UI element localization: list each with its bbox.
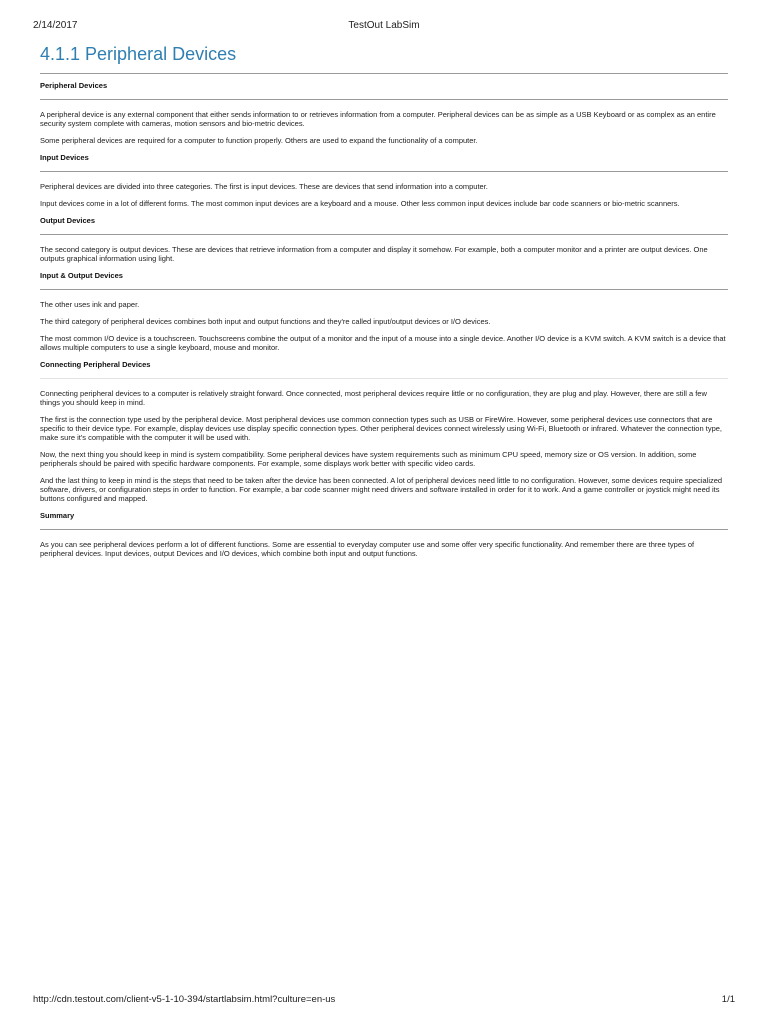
print-date: 2/14/2017 xyxy=(33,20,78,31)
section-heading: Output Devices xyxy=(40,216,96,225)
section-body xyxy=(40,100,728,145)
paragraph: Now, the next thing you should keep in mind is system compatibility. Some peripheral devices have system requirements such as minimum CPU speed, memory size or OS version. In addition, some peripherals should be paired with specific hardware components. For example, some displays work better with specific video cards. xyxy=(40,450,697,468)
section xyxy=(40,153,728,208)
paragraph: Some peripheral devices are required for a computer to function properly. Others are used to expand the functionality of a computer. xyxy=(40,136,478,145)
paragraph: Peripheral devices are divided into three categories. The first is input devices. These are devices that send information into a computer. xyxy=(40,182,488,191)
print-footer xyxy=(33,994,735,1008)
section-body xyxy=(40,235,728,263)
title-divider xyxy=(40,73,728,74)
page-count: 1/1 xyxy=(721,994,735,1005)
section xyxy=(40,81,728,145)
section xyxy=(40,216,728,263)
section-body xyxy=(40,290,728,352)
paragraph: The second category is output devices. These are devices that retrieve information from a computer and display it somehow. For example, both a computer monitor and a printer are output devices. One outputs graphical information using light. xyxy=(40,245,708,263)
section-heading: Input & Output Devices xyxy=(40,271,123,280)
print-header xyxy=(33,20,735,34)
paragraph: And the last thing to keep in mind is the steps that need to be taken after the device has been connected. A lot of peripheral devices need little to no configuration. However, some devices require specialized software, drivers, or configuration steps in order to function. For example, a bar code scanner might need drivers and software installed in order for it to work. And a game controller or joystick might need its buttons configured and mapped. xyxy=(40,476,723,503)
paragraph: Connecting peripheral devices to a computer is relatively straight forward. Once connected, most peripheral devices require little or no configuration, they are plug and play. However, there are still a few things you should keep in mind. xyxy=(40,389,707,407)
section-body xyxy=(40,379,728,503)
page-url: http://cdn.testout.com/client-v5-1-10-394/startlabsim.html?culture=en-us xyxy=(33,994,336,1005)
section-heading: Peripheral Devices xyxy=(40,81,108,90)
section-heading: Summary xyxy=(40,511,75,520)
paragraph: As you can see peripheral devices perform a lot of different functions. Some are essential to everyday computer use and some offer very specific functionality. And remember there are three types of peripheral devices. Input devices, output Devices and I/O devices, which combine both input and output functions. xyxy=(40,540,695,558)
section-body xyxy=(40,530,728,558)
paragraph: A peripheral device is any external component that either sends information to or retrieves information from a computer. Peripheral devices can be as simple as a USB Keyboard or as complex as an entire security system complete with cameras, motion sensors and bio-metric devices. xyxy=(40,110,716,128)
paragraph: The first is the connection type used by the peripheral device. Most peripheral devices use common connection types such as USB or FireWire. However, some peripheral devices use connectors that are specific to their device type. For example, display devices use display specific connection types. Other peripheral devices connect wirelessly using Wi-Fi, Bluetooth or infrared. Whatever the connection type, make sure it's compatible with the computer it will be used with. xyxy=(40,415,722,442)
paragraph: The third category of peripheral devices combines both input and output functions and they're called input/output devices or I/O devices. xyxy=(40,317,491,326)
document-content xyxy=(40,42,728,566)
paragraph: Input devices come in a lot of different forms. The most common input devices are a keyboard and a mouse. Other less common input devices include bar code scanners or bio-metric scanners. xyxy=(40,199,680,208)
section xyxy=(40,271,728,352)
section xyxy=(40,360,728,503)
paragraph: The other uses ink and paper. xyxy=(40,300,140,309)
paragraph: The most common I/O device is a touchscreen. Touchscreens combine the output of a monitor and the input of a mouse into a single device. Another I/O device is a KVM switch. A KVM switch is a device that allows multiple computers to use a single keyboard, mouse and monitor. xyxy=(40,334,726,352)
section xyxy=(40,511,728,558)
section-heading: Connecting Peripheral Devices xyxy=(40,360,151,369)
section-heading: Input Devices xyxy=(40,153,89,162)
print-site-title: TestOut LabSim xyxy=(348,20,420,31)
sections-container xyxy=(40,81,728,558)
page-title: 4.1.1 Peripheral Devices xyxy=(40,44,237,64)
section-body xyxy=(40,172,728,208)
